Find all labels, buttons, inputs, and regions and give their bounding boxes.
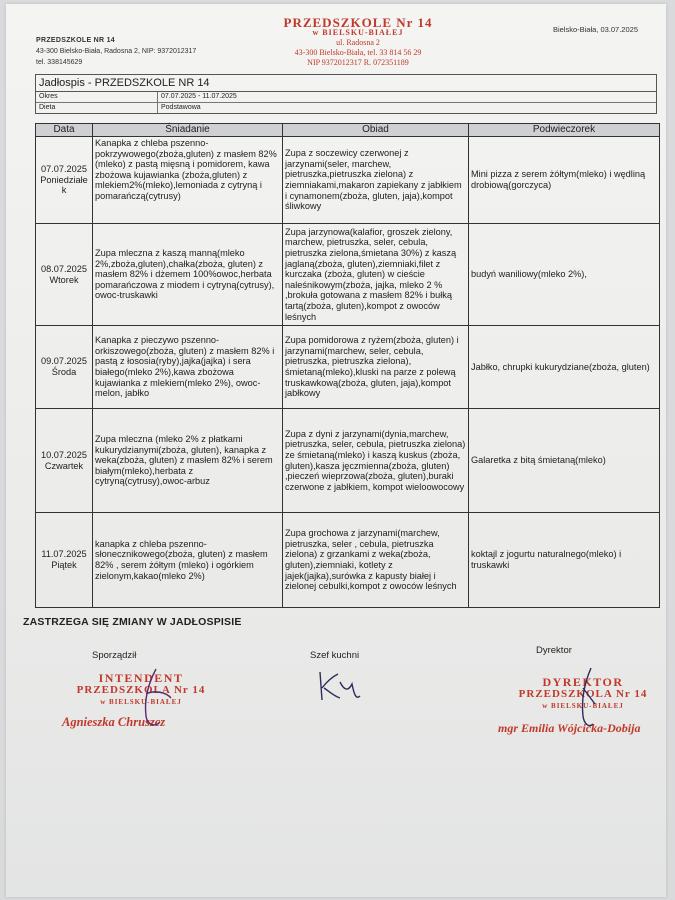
document-date: Bielsko-Biała, 03.07.2025	[552, 25, 638, 34]
row-date: 09.07.2025	[41, 356, 87, 367]
date-cell	[36, 137, 93, 224]
table-row	[36, 224, 660, 326]
document-page	[6, 4, 666, 897]
table-row	[36, 409, 660, 513]
lunch-cell: Zupa jarzynowa(kalafior, groszek zielony, marchew, pietruszka, seler, cebula, pietruszka zielona,śmietana 30%) z kaszą jaglaną(zboża, gluten),ziemniaki,filet z kurczaka (zboża, gluten) w cieście naleśnikowym(zboża, jajka, mleko 2 % ,brokuła gotowana z masłem 82% i bułką tartą(zboża, gluten),kompot z owoców leśnych	[283, 224, 469, 326]
lunch-cell: Zupa z dyni z jarzynami(dynia,marchew, pietruszka, seler, cebula, pietruszka zielona) ze śmietaną(mleko) i kaszą kuskus (zboża, gluten),kasza jęczmienna(zboża, gluten) ,pieczeń wieprzowa(zboża, gluten),buraki czerwone z jabłkiem, kompot wieloowocowy	[283, 409, 469, 513]
intendent-stamp-line-2: PRZEDSZKOLA Nr 14	[76, 684, 206, 696]
breakfast-cell: Zupa mleczna (mleko 2% z płatkami kukurydzianymi(zboża, gluten), kanapka z weka(zboża, gluten) z masłem 82% i serem białym(mleko),herbata z cytryną(cytrusy),owoc-arbuz	[93, 409, 283, 513]
intendent-name: Agnieszka Chruszcz	[62, 715, 166, 729]
director-stamp-line-1: DYREKTOR	[542, 675, 624, 689]
school-phone: tel. 338145629	[36, 59, 83, 66]
date-cell	[36, 409, 93, 513]
director-stamp-line-2: PRZEDSZKOLA Nr 14	[518, 688, 648, 700]
snack-cell: Jabłko, chrupki kukurydziane(zboża, gluten)	[469, 326, 660, 409]
date-cell	[36, 326, 93, 409]
table-header-row	[36, 124, 660, 137]
table-row	[36, 513, 660, 608]
menu-meta	[35, 74, 657, 114]
director-stamp-line-3: w BIELSKU-BIAŁEJ	[542, 702, 624, 710]
row-day: Piątek	[51, 560, 77, 570]
snack-cell: budyń waniliowy(mleko 2%),	[469, 224, 660, 326]
diet-label: Dieta	[36, 103, 158, 113]
period-label: Okres	[36, 92, 158, 102]
school-header	[36, 35, 196, 68]
school-address: 43-300 Bielsko-Biała, Radosna 2, NIP: 9372012317	[36, 48, 197, 55]
lunch-cell: Zupa grochowa z jarzynami(marchew, pietruszka, seler , cebula, pietruszka zielona) z grzankami z weka(zboża, gluten),ziemniaki, kotlety z jajek(jajka),surówka z kapusty białej i zielonej cebulki,kompot z owoców leśnych	[283, 513, 469, 608]
breakfast-cell: Kanapka z pieczywo pszenno-orkiszowego(zboża, gluten) z masłem 82% i pastą z łososia(ryby),jajka(jajka) i sera białego(mleko 2%),kawa zbożowa kujawianka z mlekiem(mleko 2%), owoc-melon, jabłko	[93, 326, 283, 409]
chef-label: Szef kuchni	[310, 650, 360, 661]
table-row	[36, 326, 660, 409]
prepared-by-label: Sporządził	[92, 650, 137, 661]
row-day: Czwartek	[44, 460, 84, 471]
row-day: Środa	[51, 367, 77, 377]
row-day: Wtorek	[49, 274, 79, 285]
row-date: 07.07.2025	[41, 164, 87, 175]
changes-disclaimer: ZASTRZEGA SIĘ ZMIANY W JADŁOSPISIE	[23, 616, 242, 628]
menu-title: Jadłospis - PRZEDSZKOLE NR 14	[36, 75, 656, 92]
director-signature-icon	[561, 664, 611, 734]
director-name: mgr Emilia Wójcicka-Dobija	[498, 721, 641, 735]
menu-table	[35, 123, 660, 608]
intendent-stamp-line-3: w BIELSKU-BIAŁEJ	[100, 698, 182, 706]
date-cell	[36, 224, 93, 326]
intendent-stamp-line-1: INTENDENT	[98, 671, 184, 685]
date-cell	[36, 513, 93, 608]
row-date: 11.07.2025	[41, 549, 87, 560]
lunch-cell: Zupa pomidorowa z ryżem(zboża, gluten) i jarzynami(marchew, seler, cebula, pietruszka, pietruszka zielona), śmietaną(mleko),kluski na parze z polewą truskawkową(zboża, gluten, jaja),kompot jabłkowy	[283, 326, 469, 409]
header-breakfast: Śniadanie	[93, 124, 283, 137]
stamp-line-5: NIP 9372012317 R. 072351189	[307, 58, 409, 67]
table-row	[36, 137, 660, 224]
stamp-line-3: ul. Radosna 2	[336, 38, 380, 47]
header-lunch: Obiad	[283, 124, 469, 137]
breakfast-cell: Zupa mleczna z kaszą manną(mleko 2%,zboża,gluten),chałka(zboża, gluten) z masłem 82% i dżemem 100%owoc,herbata pomarańczowa z miodem i cytryną(cytrusy), owoc-truskawki	[93, 224, 283, 326]
school-name: PRZEDSZKOLE NR 14	[36, 37, 115, 44]
period-row	[36, 92, 656, 103]
director-label: Dyrektor	[536, 645, 572, 656]
snack-cell: koktajl z jogurtu naturalnego(mleko) i truskawki	[469, 513, 660, 608]
stamp-line-1: PRZEDSZKOLE Nr 14	[283, 15, 433, 30]
stamp-line-2: w BIELSKU-BIAŁEJ	[312, 28, 404, 37]
diet-row	[36, 103, 656, 113]
row-date: 10.07.2025	[41, 449, 87, 460]
intendent-signature-icon	[116, 664, 186, 734]
snack-cell: Galaretka z bitą śmietaną(mleko)	[469, 409, 660, 513]
header-date: Data	[36, 124, 93, 137]
row-day: Poniedziałe k	[40, 174, 88, 196]
breakfast-cell: kanapka z chleba pszenno-słonecznikowego(zboża, gluten) z masłem 82% , serem żółtym (mleko) i ogórkiem zielonym,kakao(mleko 2%)	[93, 513, 283, 608]
chef-signature-icon	[314, 666, 366, 706]
breakfast-cell: Kanapka z chleba pszenno-pokrzywowego(zboża,gluten) z masłem 82%(mleko) z pastą mięsną i pomidorem, kawa zbożowa kujawianka (zboża,gluten) z mlekiem2%(mleko),lemoniada z cytryną i pomarańczą(cytrusy)	[93, 137, 283, 224]
row-date: 08.07.2025	[41, 263, 87, 274]
stamp-line-4: 43-300 Bielsko-Biała, tel. 33 814 56 29	[294, 48, 422, 57]
period-value: 07.07.2025 - 11.07.2025	[161, 93, 237, 100]
snack-cell: Mini pizza z serem żółtym(mleko) i wędliną drobiową(gorczyca)	[469, 137, 660, 224]
lunch-cell: Zupa z soczewicy czerwonej z jarzynami(seler, marchew, pietruszka,pietruszka zielona) z ziemniakami,makaron zapiekany z jabłkiem i cynamonem(zboża, gluten, jaja),kompot śliwkowy	[283, 137, 469, 224]
school-stamp	[274, 15, 442, 68]
diet-value: Podstawowa	[161, 104, 201, 111]
header-snack: Podwieczorek	[469, 124, 660, 137]
